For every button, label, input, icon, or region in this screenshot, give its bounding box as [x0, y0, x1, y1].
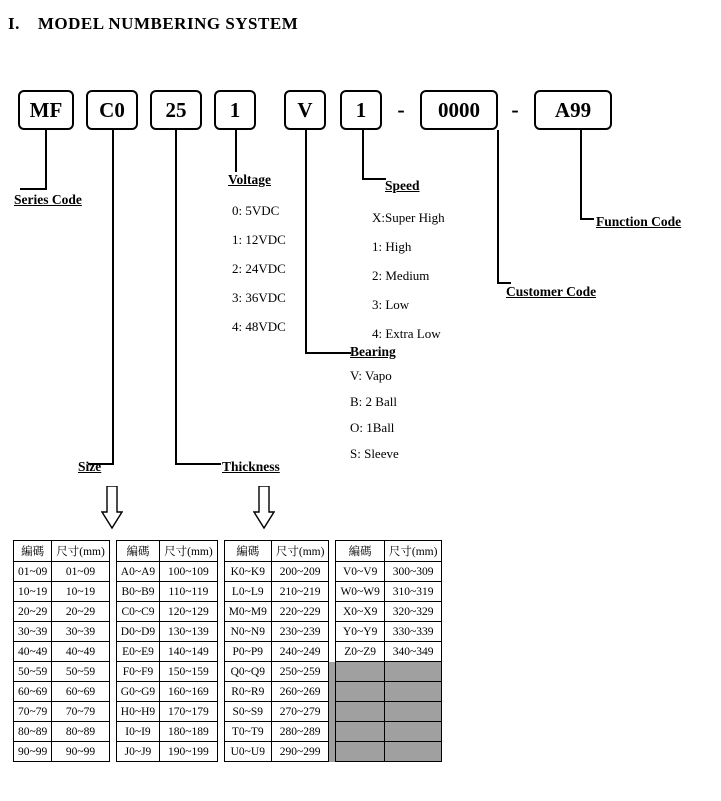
table-cell: W0~W9 [336, 582, 384, 602]
table-cell: 60~69 [52, 682, 110, 702]
table-cell: 100~109 [160, 562, 218, 582]
leader-size-vertical [112, 130, 114, 463]
table-cell: R0~R9 [224, 682, 271, 702]
table-cell: 250~259 [271, 662, 329, 682]
table-cell: 60~69 [14, 682, 52, 702]
table-cell: 10~19 [14, 582, 52, 602]
label-bearing: Bearing [350, 344, 396, 359]
label-thickness: Thickness [222, 459, 280, 474]
table-gap-cell [109, 642, 116, 662]
table-gap-cell [329, 602, 336, 622]
page-title-number: I. [8, 14, 20, 33]
table-cell-empty [384, 682, 442, 702]
leader-bearing-vertical [305, 130, 307, 352]
table-header-row [14, 541, 442, 562]
leader-thickness-vertical [175, 130, 177, 463]
table-gap-cell [329, 622, 336, 642]
table-gap-cell [329, 702, 336, 722]
model-box-voltage-value: 1 [229, 97, 241, 122]
table-cell: 01~09 [14, 562, 52, 582]
table-cell: G0~G9 [116, 682, 159, 702]
table-cell: S0~S9 [224, 702, 271, 722]
table-cell: 210~219 [271, 582, 329, 602]
table-header-cell: 編碼 [116, 541, 159, 562]
table-header-cell: 尺寸(mm) [160, 541, 218, 562]
leader-speed-vertical [362, 130, 364, 178]
table-cell-empty [384, 722, 442, 742]
table-cell-empty [384, 662, 442, 682]
speed-option-3: 3: Low [372, 297, 410, 312]
table-gap-cell [109, 742, 116, 762]
table-cell: 20~29 [52, 602, 110, 622]
table-gap-cell [109, 702, 116, 722]
table-cell: 70~79 [14, 702, 52, 722]
model-box-voltage [214, 90, 256, 130]
table-cell-empty [384, 742, 442, 762]
page-title [8, 14, 298, 34]
table-cell: 80~89 [52, 722, 110, 742]
table-cell: Q0~Q9 [224, 662, 271, 682]
leader-thickness-horizontal [175, 463, 221, 465]
table-row [14, 602, 442, 622]
table-cell: 150~159 [160, 662, 218, 682]
table-cell: 90~99 [52, 742, 110, 762]
label-customer-code: Customer Code [506, 284, 597, 299]
table-cell: E0~E9 [116, 642, 159, 662]
table-cell: 290~299 [271, 742, 329, 762]
table-row [14, 702, 442, 722]
table-cell: 10~19 [52, 582, 110, 602]
leader-series-code-vertical [45, 130, 47, 188]
table-gap-cell [217, 662, 224, 682]
table-gap-cell [217, 742, 224, 762]
table-gap-cell [329, 541, 336, 562]
table-cell: Z0~Z9 [336, 642, 384, 662]
voltage-option-1: 1: 12VDC [232, 232, 286, 247]
table-cell: V0~V9 [336, 562, 384, 582]
table-cell: P0~P9 [224, 642, 271, 662]
label-function-code: Function Code [596, 214, 682, 229]
table-cell: 50~59 [14, 662, 52, 682]
table-cell: 40~49 [14, 642, 52, 662]
table-cell: 20~29 [14, 602, 52, 622]
model-box-thickness-value: 25 [165, 97, 187, 122]
table-gap-cell [329, 722, 336, 742]
down-arrow-size [101, 486, 123, 530]
table-row [14, 662, 442, 682]
table-cell: 30~39 [52, 622, 110, 642]
table-cell: 300~309 [384, 562, 442, 582]
bearing-option-3: S: Sleeve [350, 446, 399, 461]
table-gap-cell [109, 562, 116, 582]
leader-voltage-vertical [235, 130, 237, 172]
table-cell: N0~N9 [224, 622, 271, 642]
model-box-thickness [150, 90, 202, 130]
table-cell: 310~319 [384, 582, 442, 602]
table-gap-cell [217, 622, 224, 642]
model-box-bearing [284, 90, 326, 130]
table-gap-cell [329, 582, 336, 602]
table-gap-cell [217, 682, 224, 702]
model-box-customer-code-value: 0000 [438, 97, 480, 122]
table-cell: 01~09 [52, 562, 110, 582]
table-gap-cell [217, 602, 224, 622]
page-title-text: MODEL NUMBERING SYSTEM [37, 14, 299, 33]
table-cell: 170~179 [160, 702, 218, 722]
table-cell: 50~59 [52, 662, 110, 682]
table-cell: 280~289 [271, 722, 329, 742]
table-cell: J0~J9 [116, 742, 159, 762]
bearing-option-0: V: Vapo [350, 368, 392, 383]
model-box-speed-value: 1 [355, 97, 367, 122]
leader-series-code-horizontal [20, 188, 47, 190]
leader-speed-horizontal [362, 178, 386, 180]
table-header-cell: 尺寸(mm) [52, 541, 110, 562]
table-gap-cell [109, 682, 116, 702]
table-cell: 260~269 [271, 682, 329, 702]
table-row [14, 642, 442, 662]
table-row [14, 682, 442, 702]
table-cell: 240~249 [271, 642, 329, 662]
table-cell: 330~339 [384, 622, 442, 642]
table-cell: D0~D9 [116, 622, 159, 642]
down-arrow-thickness [253, 486, 275, 530]
model-box-speed [340, 90, 382, 130]
table-cell: 200~209 [271, 562, 329, 582]
model-box-size [86, 90, 138, 130]
table-row [14, 742, 442, 762]
table-cell: 110~119 [160, 582, 218, 602]
table-row [14, 622, 442, 642]
model-box-series-code [18, 90, 74, 130]
table-cell-empty [336, 662, 384, 682]
table-cell: 340~349 [384, 642, 442, 662]
table-gap-cell [217, 642, 224, 662]
table-row [14, 722, 442, 742]
table-cell: I0~I9 [116, 722, 159, 742]
table-gap-cell [329, 642, 336, 662]
label-size: Size [78, 459, 102, 474]
table-cell: 70~79 [52, 702, 110, 722]
model-box-size-value: C0 [99, 97, 125, 122]
table-gap-cell [109, 582, 116, 602]
table-cell: M0~M9 [224, 602, 271, 622]
table-header-cell: 編碼 [336, 541, 384, 562]
table-cell: 120~129 [160, 602, 218, 622]
table-gap-cell [217, 722, 224, 742]
speed-option-0: X:Super High [372, 210, 445, 225]
speed-option-2: 2: Medium [372, 268, 430, 283]
table-cell: X0~X9 [336, 602, 384, 622]
table-gap-cell [329, 682, 336, 702]
table-cell: 190~199 [160, 742, 218, 762]
separator-dash-1: - [397, 97, 405, 122]
table-cell: 220~229 [271, 602, 329, 622]
label-series-code: Series Code [14, 192, 82, 207]
table-gap-cell [217, 582, 224, 602]
label-speed: Speed [385, 178, 420, 193]
table-cell: 140~149 [160, 642, 218, 662]
table-row [14, 562, 442, 582]
table-cell: 130~139 [160, 622, 218, 642]
table-cell: L0~L9 [224, 582, 271, 602]
table-gap-cell [109, 541, 116, 562]
table-gap-cell [329, 662, 336, 682]
table-gap-cell [109, 722, 116, 742]
table-cell: K0~K9 [224, 562, 271, 582]
table-gap-cell [109, 602, 116, 622]
table-cell: 160~169 [160, 682, 218, 702]
model-box-function-code-value: A99 [554, 97, 592, 122]
table-cell: F0~F9 [116, 662, 159, 682]
table-cell-empty [384, 702, 442, 722]
table-header-cell: 尺寸(mm) [384, 541, 442, 562]
model-box-customer-code [420, 90, 498, 130]
table-gap-cell [329, 742, 336, 762]
label-voltage: Voltage [228, 172, 271, 187]
model-box-series-code-value: MF [29, 97, 63, 122]
speed-option-1: 1: High [372, 239, 412, 254]
code-size-table [13, 540, 442, 762]
leader-function-code-vertical [580, 130, 582, 218]
table-cell: 320~329 [384, 602, 442, 622]
separator-dash-2: - [511, 97, 519, 122]
model-box-function-code [534, 90, 612, 130]
leader-customer-code-vertical [497, 130, 499, 282]
table-cell: C0~C9 [116, 602, 159, 622]
table-cell: 90~99 [14, 742, 52, 762]
table-cell: 80~89 [14, 722, 52, 742]
table-cell: T0~T9 [224, 722, 271, 742]
table-header-cell: 編碼 [14, 541, 52, 562]
table-gap-cell [109, 622, 116, 642]
table-gap-cell [217, 541, 224, 562]
table-gap-cell [217, 702, 224, 722]
voltage-option-4: 4: 48VDC [232, 319, 286, 334]
table-cell: U0~U9 [224, 742, 271, 762]
voltage-option-0: 0: 5VDC [232, 203, 280, 218]
table-cell-empty [336, 702, 384, 722]
table-cell: 40~49 [52, 642, 110, 662]
speed-option-4: 4: Extra Low [372, 326, 441, 341]
voltage-option-3: 3: 36VDC [232, 290, 286, 305]
table-cell: 270~279 [271, 702, 329, 722]
table-cell: B0~B9 [116, 582, 159, 602]
table-row [14, 582, 442, 602]
leader-function-code-horizontal [580, 218, 594, 220]
table-cell: A0~A9 [116, 562, 159, 582]
bearing-option-1: B: 2 Ball [350, 394, 397, 409]
table-gap-cell [109, 662, 116, 682]
bearing-option-2: O: 1Ball [350, 420, 395, 435]
table-cell: 30~39 [14, 622, 52, 642]
table-gap-cell [329, 562, 336, 582]
table-header-cell: 編碼 [224, 541, 271, 562]
table-gap-cell [217, 562, 224, 582]
leader-bearing-horizontal [305, 352, 351, 354]
model-box-bearing-value: V [297, 97, 313, 122]
table-cell: 230~239 [271, 622, 329, 642]
table-cell-empty [336, 682, 384, 702]
table-cell-empty [336, 722, 384, 742]
voltage-option-2: 2: 24VDC [232, 261, 286, 276]
table-cell-empty [336, 742, 384, 762]
table-cell: 180~189 [160, 722, 218, 742]
table-cell: H0~H9 [116, 702, 159, 722]
table-cell: Y0~Y9 [336, 622, 384, 642]
table-header-cell: 尺寸(mm) [271, 541, 329, 562]
